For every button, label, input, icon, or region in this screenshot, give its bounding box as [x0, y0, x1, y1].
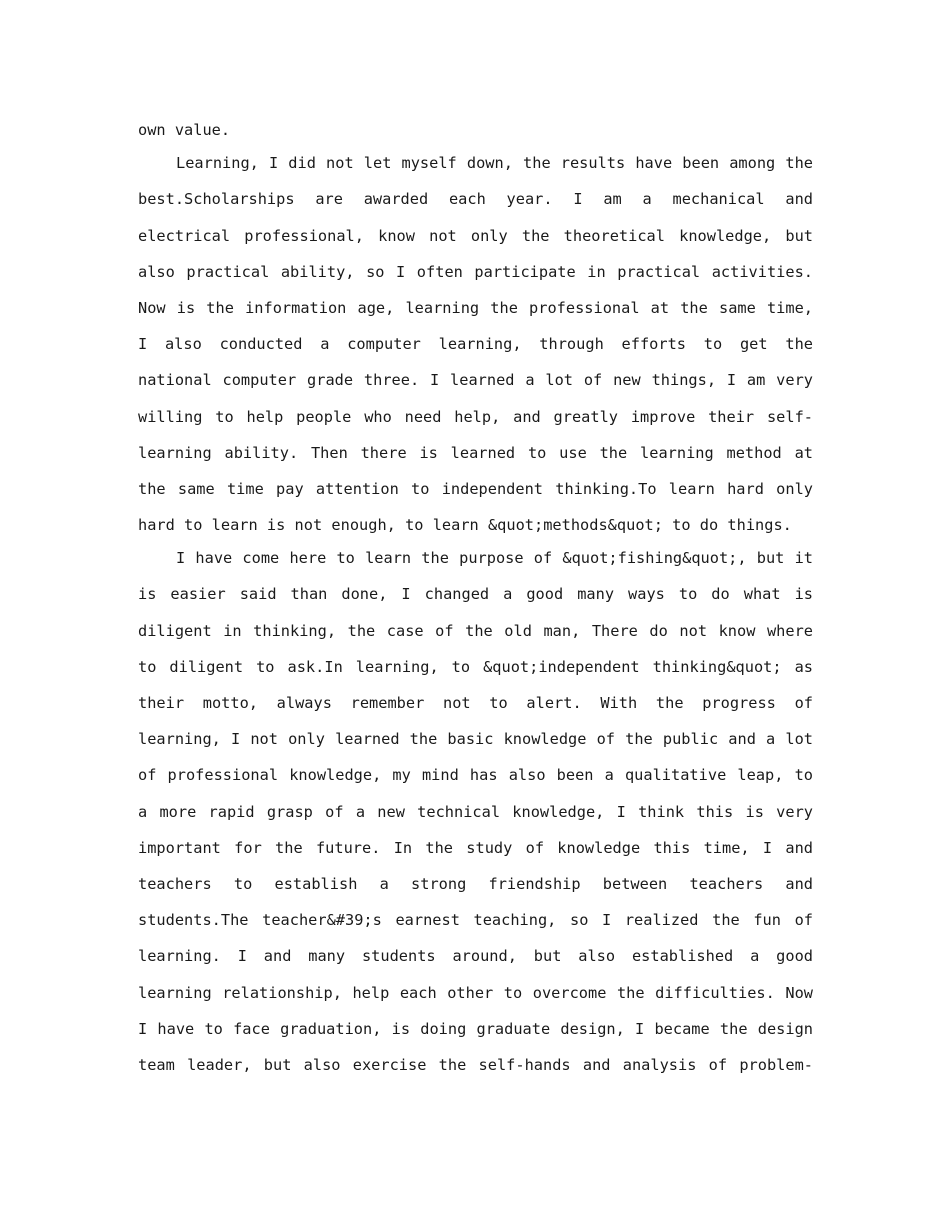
text-line: students.The teacher&#39;s earnest teaching, so I realized the fun of: [138, 911, 813, 930]
text-line: also practical ability, so I often participate in practical activities.: [138, 262, 813, 281]
text-line: important for the future. In the study of knowledge this time, I and: [138, 838, 813, 857]
text-line: Now is the information age, learning the professional at the same time,: [138, 298, 813, 317]
text-line: diligent in thinking, the case of the old man, There do not know where: [138, 621, 813, 640]
text-line: own value.: [138, 121, 231, 139]
text-line: a more rapid grasp of a new technical knowledge, I think this is very: [138, 802, 813, 821]
text-line: their motto, always remember not to alert. With the progress of: [138, 694, 813, 712]
text-line: to diligent to ask.In learning, to &quot;independent thinking&quot; as: [138, 657, 813, 676]
paragraph-last-line: hard to learn is not enough, to learn &quot;methods&quot; to do things.: [138, 516, 792, 535]
text-line: learning, I not only learned the basic knowledge of the public and a lot: [138, 730, 813, 749]
text-line: learning relationship, help each other to overcome the difficulties. Now: [138, 983, 813, 1002]
text-line: best.Scholarships are awarded each year. I am a mechanical and: [138, 190, 813, 209]
paragraph-first-line: Learning, I did not let myself down, the results have been among the: [176, 154, 813, 173]
text-line: learning. I and many students around, but also established a good: [138, 947, 813, 966]
text-line: of professional knowledge, my mind has also been a qualitative leap, to: [138, 766, 813, 785]
paragraph-first-line: I have come here to learn the purpose of &quot;fishing&quot;, but it: [176, 549, 813, 568]
text-line: team leader, but also exercise the self-hands and analysis of problem-: [138, 1055, 813, 1074]
text-line: I also conducted a computer learning, through efforts to get the: [138, 335, 813, 354]
text-line: learning ability. Then there is learned to use the learning method at: [138, 443, 813, 462]
text-line: I have to face graduation, is doing graduate design, I became the design: [138, 1019, 813, 1038]
document-body: [138, 112, 813, 1083]
text-line: willing to help people who need help, and greatly improve their self-: [138, 407, 813, 426]
text-line: electrical professional, know not only the theoretical knowledge, but: [138, 226, 813, 245]
text-line: the same time pay attention to independent thinking.To learn hard only: [138, 479, 813, 498]
text-line: is easier said than done, I changed a good many ways to do what is: [138, 585, 813, 604]
text-line: national computer grade three. I learned a lot of new things, I am very: [138, 371, 813, 390]
text-line: teachers to establish a strong friendship between teachers and: [138, 874, 813, 893]
